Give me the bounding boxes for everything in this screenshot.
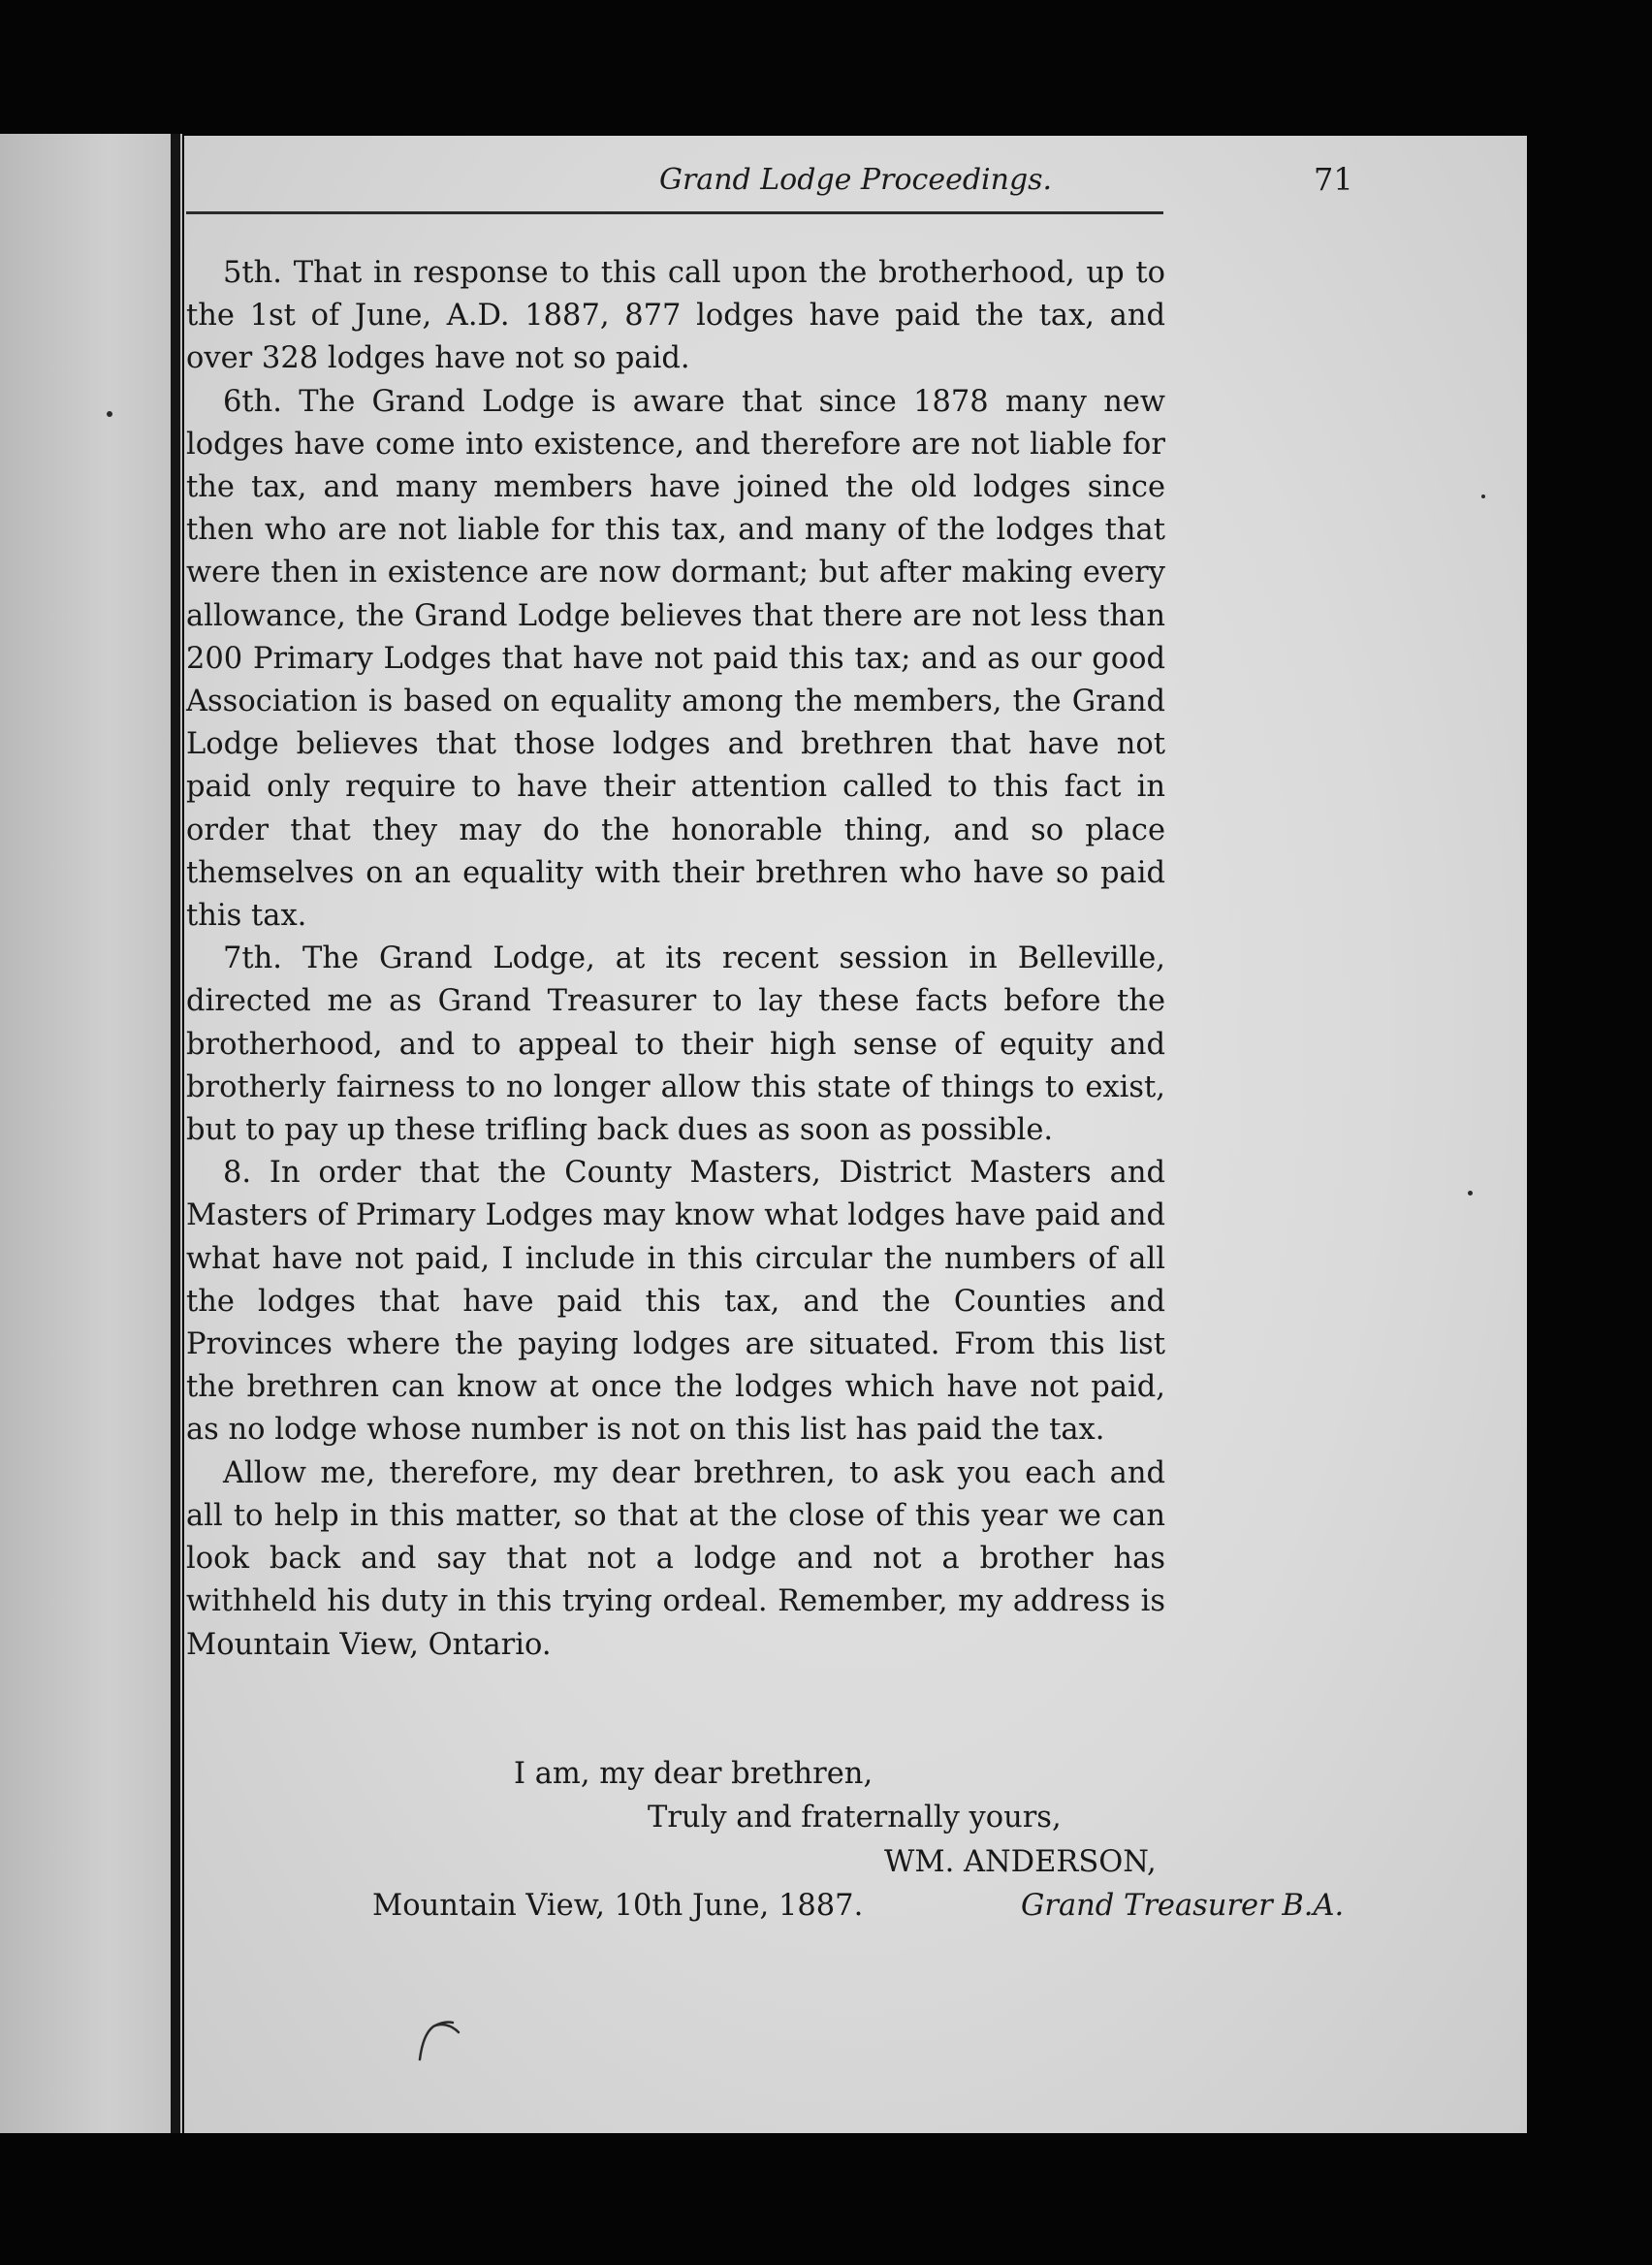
page-number: 71 [1314, 161, 1353, 198]
pencil-mark-icon [412, 2015, 480, 2063]
valediction: Truly and fraternally yours, [648, 1801, 1062, 1834]
paragraph-appeal: Allow me, therefore, my dear brethren, to ask you each and all to help in this matter, so that at the close of this year we can look back and say that not a lodge and not a brother has withheld his duty in this trying ordeal. Remember, my address is Mountain View, Ontario. [186, 1455, 1165, 1662]
signatory-name: WM. ANDERSON, [884, 1845, 1157, 1879]
place-and-date: Mountain View, 10th June, 1887. [372, 1889, 864, 1923]
book-gutter [171, 134, 180, 2133]
facing-page-edge [0, 134, 182, 2133]
margin-speck [1481, 494, 1485, 498]
header-rule [186, 211, 1163, 214]
paragraph-5th: 5th. That in response to this call upon the brotherhood, up to the 1st of June, A.D. 1887, 877 lodges have paid the tax, and over 328 lodges have not so paid. [186, 256, 1165, 376]
paragraph-8: 8. In order that the County Masters, District Masters and Masters of Primary Lodges may know what lodges have paid and what have not paid, I include in this circular the numbers of all the lodges that have paid this tax, and the Counties and Provinces where the paying lodges are situated. From this list the brethren can know at once the lodges which have not paid, as no lodge whose number is not on this list has paid the tax. [186, 1156, 1165, 1448]
salutation: I am, my dear brethren, [514, 1757, 874, 1791]
signatory-title: Grand Treasurer B.A. [1021, 1889, 1345, 1923]
paragraph-6th: 6th. The Grand Lodge is aware that since 1878 many new lodges have come into existence, and therefore are not liable for the tax, and many members have joined the old lodges since then who are not liable for this tax, and many of the lodges that were then in existence are now dormant; but after making every allowance, the Grand Lodge believes that there are not less than 200 Primary Lodges that have not paid this tax; and as our good Association is based on equality among the members, the Grand Lodge believes that those lodges and brethren that have not paid only require to have their attention called to this fact in order that they may do the honorable thing, and so place themselves on an equality with their brethren who have so paid this tax. [186, 384, 1165, 934]
margin-speck [1468, 1191, 1473, 1196]
running-head [184, 161, 1353, 211]
running-title: Grand Lodge Proceedings. [659, 163, 1053, 197]
letter-body [186, 252, 1165, 1667]
scan-border-top [0, 0, 1652, 136]
scan-border-bottom [0, 2133, 1652, 2265]
paragraph-7th: 7th. The Grand Lodge, at its recent session in Belleville, directed me as Grand Treasurer to lay these facts before the brotherhood, and to appeal to their high sense of equity and brotherly fairness to no longer allow this state of things to exist, but to pay up these trifling back dues as soon as possible. [186, 941, 1165, 1148]
margin-speck [107, 411, 112, 417]
scan-border-right [1527, 0, 1652, 2265]
